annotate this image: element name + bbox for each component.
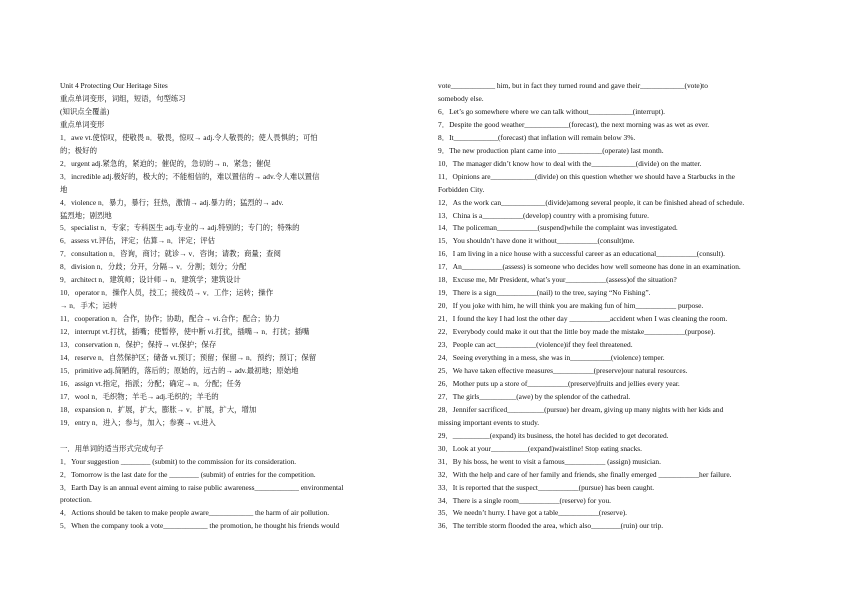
right-line: 18．Excuse me, Mr President, what’s your___________(assess)of the situation? [438,275,677,285]
left-line: 5．When the company took a vote____________ the promotion, he thought his friends would [60,521,340,531]
left-line: 15．primitive adj.简陋的，落后的；原始的，远古的→ adv.最初地；原始地 [60,365,299,375]
left-line: → n．手术；运转 [60,301,118,311]
right-line: 7．Despite the good weather____________(forecast), the next morning was as wet as ever. [438,119,710,129]
right-line: 34．There is a single room___________(reserve) for you. [438,495,612,505]
left-line: 12．interrupt vt.打扰，插嘴；使暂停，使中断 vi.打扰，插嘴→ n．打扰；插嘴 [60,327,310,337]
right-line: 14．The policeman___________(suspend)while the complaint was investigated. [438,223,678,233]
left-line: 3．incredible adj.极好的，极大的；不能相信的，难以置信的→ adv.令人难以置信 [60,171,320,181]
right-line: 17．An___________(assess) is someone who decides how well someone has done in an examination. [438,262,741,272]
left-line: 10．operator n．操作人员，技工；接线员→ v．工作；运转；操作 [60,288,274,298]
right-line: missing important events to study. [438,417,540,427]
left-line [60,430,424,443]
left-line: 19．entry n．进入；参与，加入；参赛→ vt.进入 [60,417,216,427]
left-line: 2．urgent adj.紧急的，紧迫的；催促的，急切的→ n．紧急；催促 [60,158,271,168]
right-line: 24．Seeing everything in a mess, she was in___________(violence) temper. [438,353,665,363]
left-line: 11．cooperation n．合作，协作；协助，配合→ vi.合作；配合；协力 [60,314,280,324]
right-line: Forbidden City. [438,184,485,194]
right-line: 12．As the work can____________(divide)among several people, it can be finished ahead of schedule. [438,197,745,207]
left-line: 9．architect n．建筑师；设计师→ n．建筑学；建筑设计 [60,275,241,285]
left-line: (知识点全覆盖) [60,106,110,116]
right-line: 21．I found the key I had lost the other day ___________accident when I was cleaning the room. [438,314,728,324]
right-line: 10．The manager didn’t know how to deal with the____________(divide) on the matter. [438,158,702,168]
left-line: 猛烈地；剧烈地 [60,210,112,220]
right-line: 27．The girls__________(awe) by the splendor of the cathedral. [438,391,631,401]
left-line: 一．用单词的适当形式完成句子 [60,443,164,453]
right-line: somebody else. [438,93,484,103]
left-line: 17．wool n．毛织物；羊毛→ adj.毛织的；羊毛的 [60,391,219,401]
right-line: 23．People can act___________(violence)if they feel threatened. [438,340,633,350]
left-line: 18．expansion n．扩展，扩大，膨胀→ v．扩展，扩大，增加 [60,404,257,414]
left-line: 4．Actions should be taken to make people aware____________ the harm of air pollution. [60,508,330,518]
right-line: 19．There is a sign___________(nail) to the tree, saying “No Fishing”. [438,288,651,298]
left-line: 3．Earth Day is an annual event aiming to raise public awareness____________ environmental [60,482,344,492]
left-line: 4．violence n．暴力，暴行；狂热，激情→ adj.暴力的；猛烈的→ adv. [60,197,284,207]
right-column [438,80,802,533]
left-line: 1．Your suggestion ________ (submit) to the commission for its consideration. [60,456,297,466]
left-line: 6．assess vt.评估，评定；估算→ n．评定；评估 [60,236,215,246]
right-line: 9．The new production plant came into ____________(operate) last month. [438,145,664,155]
left-line: 重点单词变形 [60,119,105,129]
left-line: Unit 4 Protecting Our Heritage Sites [60,81,168,90]
right-line: 8．It____________(forecast) that inflation will remain below 3%. [438,132,636,142]
right-line: 30．Look at your__________(expand)waistline! Stop eating snacks. [438,443,643,453]
right-line: 35．We needn’t hurry. I have got a table___________(reserve). [438,508,628,518]
right-line: 32．With the help and care of her family and friends, she finally emerged ___________her failure. [438,469,732,479]
left-line: 8．division n．分歧；分开，分隔→ v．分割；划分；分配 [60,262,247,272]
left-line: 1．awe vt.使惊叹，使敬畏 n．敬畏，惊叹→ adj.令人敬畏的；使人畏惧的；可怕 [60,132,318,142]
right-line: 16．I am living in a nice house with a successful career as an educational___________(consult). [438,249,725,259]
left-line: 的；极好的 [60,145,97,155]
right-line: 26．Mother puts up a store of___________(preserve)fruits and jellies every year. [438,378,680,388]
right-line: vote____________ him, but in fact they turned round and gave their____________(vote)to [438,81,708,90]
right-line: 28．Jennifer sacrificed__________(pursue) her dream, giving up many nights with her kids and [438,404,724,414]
right-line: 11．Opinions are____________(divide) on this question whether we should have a Starbucks in the [438,171,735,181]
left-line: 7．consultation n．咨询，商讨；就诊→ v．咨询；请教；商量；查阅 [60,249,281,259]
left-line: 14．reserve n．自然保护区；储备 vt.预订；预留；保留→ n．预约；预订；保留 [60,353,317,363]
right-line: 15．You shouldn’t have done it without___________(consult)me. [438,236,635,246]
left-line: protection. [60,495,92,505]
left-line: 16．assign vt.指定，指派；分配；确定→ n．分配；任务 [60,378,242,388]
left-line: 2．Tomorrow is the last date for the ________ (submit) of entries for the competition. [60,469,316,479]
left-line: 13．conservation n．保护；保持→ vt.保护；保存 [60,340,217,350]
left-column [60,80,424,533]
right-line: 29．__________(expand) its business, the hotel has decided to get decorated. [438,430,669,440]
right-line: 36．The terrible storm flooded the area, which also________(ruin) our trip. [438,521,664,531]
right-line: 13．China is a___________(develop) country with a promising future. [438,210,650,220]
right-line: 6．Let’s go somewhere where we can talk without____________(interrupt). [438,106,665,116]
right-line: 31．By his boss, he went to visit a famous___________ (assign) musician. [438,456,661,466]
left-line: 地 [60,184,68,194]
right-line: 33．It is reported that the suspect___________(pursue) has been caught. [438,482,655,492]
left-line: 重点单词变形，词组，短语，句型练习 [60,93,186,103]
right-line: 20．If you joke with him, he will think you are making fun of him___________ purpose. [438,301,704,311]
right-line: 22．Everybody could make it out that the little boy made the mistake___________(purpose). [438,327,716,337]
right-line: 25．We have taken effective measures___________(preserve)our natural resources. [438,365,688,375]
left-line: 5．specialist n．专家；专科医生 adj.专业的→ adj.特别的；专门的；特殊的 [60,223,300,233]
